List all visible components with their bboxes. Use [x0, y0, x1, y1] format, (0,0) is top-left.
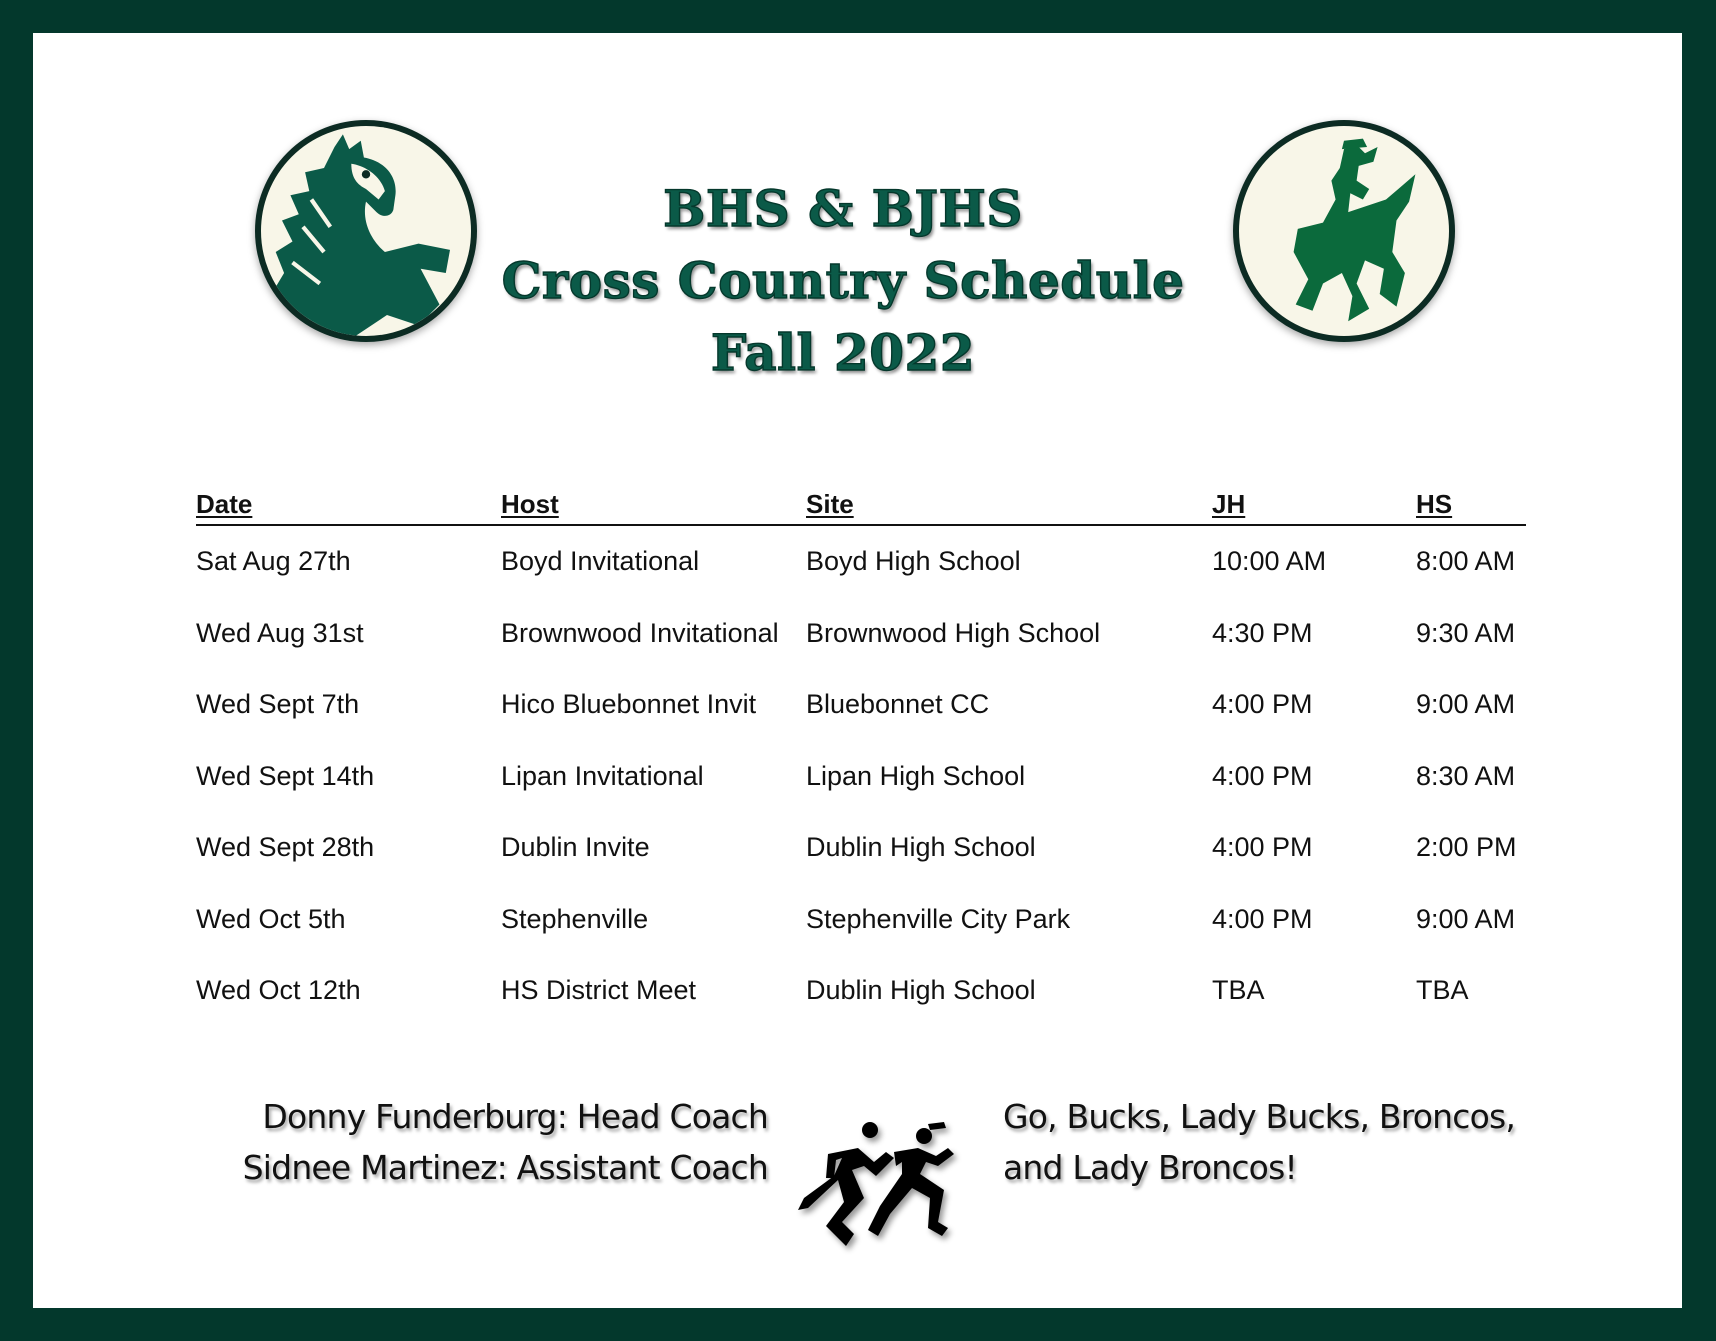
table-row: [196, 525, 1526, 598]
runners-icon: [798, 1118, 968, 1258]
header-jh: JH: [1212, 486, 1416, 525]
cell-jh: TBA: [1212, 975, 1265, 1006]
title-line-1: BHS & BJHS: [663, 179, 1023, 238]
cell-host: Hico Bluebonnet Invit: [501, 689, 757, 720]
cell-host: Dublin Invite: [501, 832, 650, 863]
cell-jh: 10:00 AM: [1212, 546, 1327, 577]
cell-jh: 4:00 PM: [1212, 832, 1313, 863]
table-row: [196, 598, 1526, 670]
cell-date: Wed Sept 28th: [196, 832, 375, 863]
cell-site: Dublin High School: [806, 975, 1036, 1006]
mustang-horse-head-icon: [255, 120, 477, 342]
header-host: Host: [501, 486, 806, 525]
bucking-bronco-rider-icon: [1233, 120, 1455, 342]
cell-site: Boyd High School: [806, 546, 1021, 577]
cell-date: Wed Sept 7th: [196, 689, 360, 720]
cell-hs: 9:00 AM: [1416, 903, 1516, 934]
cell-jh: 4:00 PM: [1212, 903, 1313, 934]
cell-site: Bluebonnet CC: [806, 689, 990, 720]
schedule-flyer: [33, 33, 1682, 1308]
cheer-line-1: Go, Bucks, Lady Bucks, Broncos,: [1003, 1097, 1516, 1136]
header-date: Date: [196, 486, 501, 525]
title-line-2: Cross Country Schedule: [501, 251, 1185, 310]
cheer-block: [1003, 1091, 1563, 1193]
cell-host: HS District Meet: [501, 975, 697, 1006]
cell-hs: 8:30 AM: [1416, 760, 1516, 791]
cell-hs: TBA: [1416, 975, 1469, 1006]
cell-host: Lipan Invitational: [501, 760, 704, 791]
assistant-coach-text: Sidnee Martinez: Assistant Coach: [242, 1148, 768, 1187]
header-site: Site: [806, 486, 1212, 525]
cell-date: Sat Aug 27th: [196, 546, 351, 577]
cell-host: Stephenville: [501, 903, 649, 934]
cheer-line-2: and Lady Broncos!: [1003, 1148, 1297, 1187]
table-row: [196, 884, 1526, 956]
title-line-3: Fall 2022: [710, 323, 976, 382]
header-hs: HS: [1416, 486, 1526, 525]
cell-hs: 9:00 AM: [1416, 689, 1516, 720]
cell-hs: 2:00 PM: [1416, 832, 1517, 863]
title-block: [473, 173, 1213, 389]
cell-site: Brownwood High School: [806, 617, 1101, 648]
cell-jh: 4:00 PM: [1212, 689, 1313, 720]
schedule-table: [196, 486, 1526, 1027]
cell-jh: 4:00 PM: [1212, 760, 1313, 791]
cell-date: Wed Aug 31st: [196, 617, 364, 648]
cell-date: Wed Sept 14th: [196, 760, 375, 791]
coaches-block: [203, 1091, 768, 1193]
cell-site: Lipan High School: [806, 760, 1026, 791]
cell-jh: 4:30 PM: [1212, 617, 1313, 648]
table-row: [196, 955, 1526, 1027]
cell-hs: 9:30 AM: [1416, 617, 1516, 648]
cell-host: Boyd Invitational: [501, 546, 700, 577]
cell-date: Wed Oct 5th: [196, 903, 346, 934]
table-row: [196, 741, 1526, 813]
head-coach-text: Donny Funderburg: Head Coach: [262, 1097, 768, 1136]
table-row: [196, 669, 1526, 741]
cell-site: Stephenville City Park: [806, 903, 1071, 934]
cell-hs: 8:00 AM: [1416, 546, 1516, 577]
table-row: [196, 812, 1526, 884]
cell-host: Brownwood Invitational: [501, 617, 779, 648]
table-header-row: [196, 486, 1526, 525]
cell-date: Wed Oct 12th: [196, 975, 361, 1006]
cell-site: Dublin High School: [806, 832, 1036, 863]
